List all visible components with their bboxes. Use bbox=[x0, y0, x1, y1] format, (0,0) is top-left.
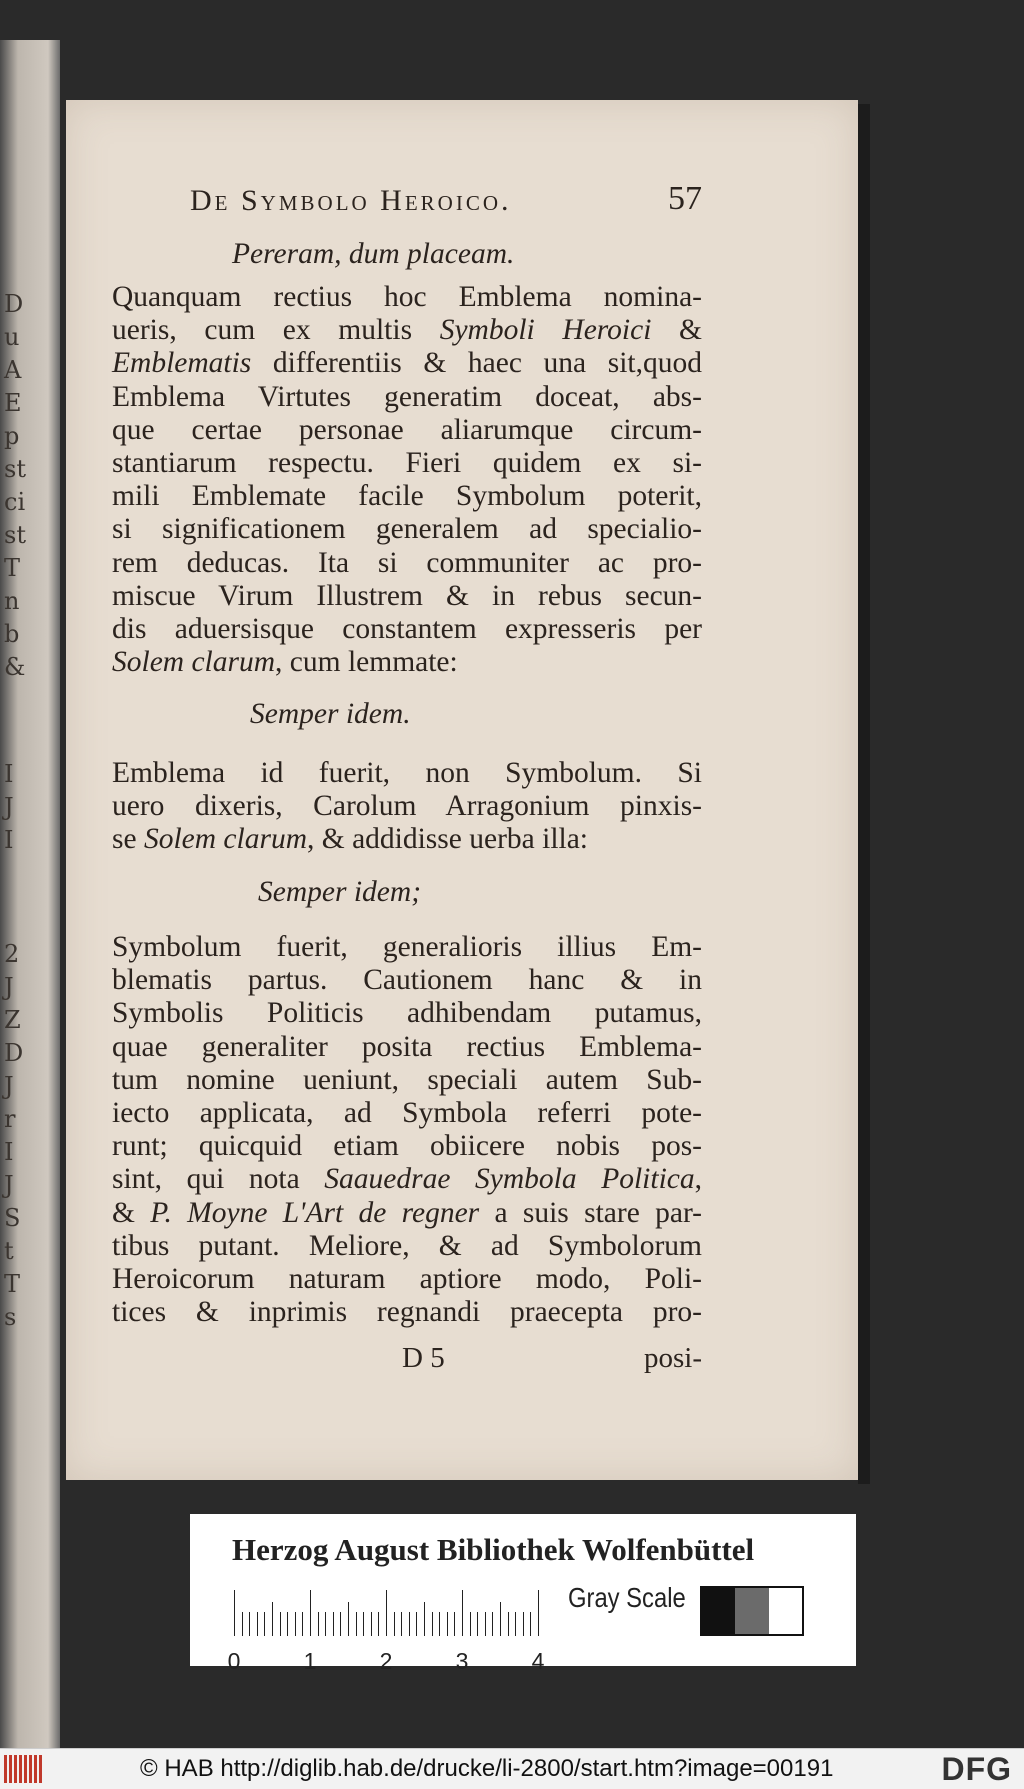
text-line: quae generaliter posita rectius Emblema- bbox=[112, 1030, 702, 1063]
ruler-tick bbox=[523, 1612, 524, 1636]
fragment-glyph: s bbox=[4, 1303, 17, 1331]
ruler-tick bbox=[394, 1612, 395, 1636]
text-line: Emblematis differentiis & haec una sit,quod bbox=[112, 347, 702, 380]
viewer-footer bbox=[0, 1748, 1024, 1789]
fragment-glyph: 2 bbox=[4, 940, 20, 968]
ruler-tick bbox=[249, 1612, 250, 1636]
text-line: dis aduersisque constantem expresseris per bbox=[112, 613, 702, 645]
text-line: sint, qui nota Saauedrae Symbola Politica, bbox=[112, 1163, 702, 1196]
ruler-tick bbox=[234, 1590, 235, 1636]
text-line: se Solem clarum, & addidisse uerba illa: bbox=[112, 823, 588, 856]
page-shadow bbox=[858, 104, 870, 1484]
text-line: Solem clarum, cum lemmate: bbox=[112, 646, 458, 679]
gray-swatch bbox=[702, 1588, 735, 1634]
text-line: Heroicorum naturam aptiore modo, Poli- bbox=[112, 1263, 702, 1295]
text-line: Quanquam rectius hoc Emblema nomina- bbox=[112, 281, 702, 313]
fragment-glyph: I bbox=[4, 826, 14, 854]
motto-3: Semper idem; bbox=[258, 876, 422, 908]
text-line: tices & inprimis regnandi praecepta pro- bbox=[112, 1296, 702, 1329]
ruler-tick bbox=[340, 1612, 341, 1636]
ruler-tick bbox=[485, 1612, 486, 1636]
ruler-tick bbox=[515, 1612, 516, 1636]
fragment-glyph: r bbox=[4, 1105, 16, 1133]
text-line: tibus putant. Meliore, & ad Symbolorum bbox=[112, 1229, 702, 1262]
ruler-tick bbox=[386, 1590, 387, 1636]
fragment-glyph: st bbox=[4, 521, 26, 549]
ruler-tick bbox=[363, 1612, 364, 1636]
ruler-tick bbox=[295, 1612, 296, 1636]
text-line: runt; quicquid etiam obiicere nobis pos- bbox=[112, 1130, 702, 1163]
text-line: tum nomine ueniunt, speciali autem Sub- bbox=[112, 1063, 702, 1096]
ruler-tick bbox=[318, 1612, 319, 1636]
fragment-glyph: I bbox=[4, 1138, 14, 1166]
fragment-glyph: E bbox=[4, 389, 22, 417]
text-line: rem deducas. Ita si communiter ac pro- bbox=[112, 546, 702, 579]
ruler-tick bbox=[325, 1612, 326, 1636]
ruler-label: 2 bbox=[379, 1648, 393, 1674]
ruler-tick bbox=[424, 1602, 425, 1636]
text-line: ueris, cum ex multis Symboli Heroici & bbox=[112, 314, 702, 347]
text-line: stantiarum respectu. Fieri quidem ex si- bbox=[112, 447, 702, 479]
page-number: 57 bbox=[668, 180, 702, 217]
ruler-tick bbox=[470, 1612, 471, 1636]
fragment-glyph: I bbox=[4, 760, 14, 788]
fragment-glyph: ci bbox=[4, 488, 26, 516]
fragment-glyph: st bbox=[4, 455, 26, 483]
fragment-glyph: u bbox=[4, 323, 20, 351]
fragment-glyph: J bbox=[4, 1171, 14, 1199]
ruler-tick bbox=[416, 1612, 417, 1636]
ruler-tick bbox=[530, 1612, 531, 1636]
ruler-tick bbox=[280, 1612, 281, 1636]
motto-1: Pereram, dum placeam. bbox=[232, 238, 515, 270]
ruler-tick bbox=[333, 1612, 334, 1636]
ruler-tick bbox=[508, 1612, 509, 1636]
adjacent-page-edge bbox=[0, 40, 60, 1750]
gray-swatch bbox=[769, 1588, 802, 1634]
ruler-tick bbox=[447, 1612, 448, 1636]
ruler-tick bbox=[500, 1602, 501, 1636]
ruler-tick bbox=[378, 1612, 379, 1636]
gray-scale-label: Gray Scale bbox=[568, 1582, 686, 1613]
ruler-label: 0 bbox=[227, 1648, 241, 1674]
dfg-logo: DFG bbox=[941, 1751, 1012, 1787]
ruler-tick bbox=[477, 1612, 478, 1636]
fragment-glyph: J bbox=[4, 793, 14, 821]
fragment-glyph: T bbox=[4, 554, 21, 582]
fragment-glyph: J bbox=[4, 1072, 14, 1100]
scale-ruler bbox=[227, 1586, 554, 1674]
fragment-glyph: b bbox=[4, 620, 20, 648]
text-line: que certae personae aliarumque circum- bbox=[112, 413, 702, 446]
motto-2: Semper idem. bbox=[250, 698, 411, 730]
ruler-tick bbox=[264, 1612, 265, 1636]
fragment-glyph: t bbox=[4, 1237, 14, 1265]
gray-swatch bbox=[735, 1588, 768, 1634]
text-line: Symbolis Politicis adhibendam putamus, bbox=[112, 997, 702, 1030]
fragment-glyph: D bbox=[4, 290, 24, 318]
text-line: Symbolum fuerit, generalioris illius Em- bbox=[112, 931, 702, 963]
catchword: posi- bbox=[644, 1342, 702, 1374]
ruler-tick bbox=[242, 1612, 243, 1636]
header-title: De Symbolo Heroico. bbox=[190, 184, 512, 217]
ruler-tick bbox=[462, 1590, 463, 1636]
ruler-tick bbox=[409, 1612, 410, 1636]
signature-mark: D 5 bbox=[402, 1342, 445, 1374]
ruler-tick bbox=[348, 1602, 349, 1636]
ruler-tick bbox=[439, 1612, 440, 1636]
ruler-tick bbox=[454, 1612, 455, 1636]
ruler-tick bbox=[356, 1612, 357, 1636]
hab-barcode-icon bbox=[4, 1755, 46, 1783]
ruler-tick bbox=[371, 1612, 372, 1636]
ruler-tick bbox=[257, 1612, 258, 1636]
fragment-glyph: n bbox=[4, 587, 20, 615]
fragment-glyph: S bbox=[4, 1204, 21, 1232]
library-name: Herzog August Bibliothek Wolfenbüttel bbox=[232, 1532, 755, 1567]
ruler-label: 3 bbox=[455, 1648, 469, 1674]
page-text bbox=[112, 0, 702, 1500]
text-line: & P. Moyne L'Art de regner a suis stare par- bbox=[112, 1196, 702, 1229]
fragment-glyph: J bbox=[4, 973, 14, 1001]
ruler-tick bbox=[401, 1612, 402, 1636]
ruler-tick bbox=[492, 1612, 493, 1636]
ruler-label: 1 bbox=[303, 1648, 317, 1674]
ruler-tick bbox=[272, 1602, 273, 1636]
text-line: iecto applicata, ad Symbola referri pote- bbox=[112, 1097, 702, 1129]
text-line: si significationem generalem ad specialio- bbox=[112, 513, 702, 546]
ruler-tick bbox=[432, 1612, 433, 1636]
text-line: miscue Virum Illustrem & in rebus secun- bbox=[112, 579, 702, 612]
text-line: uero dixeris, Carolum Arragonium pinxis- bbox=[112, 790, 702, 823]
text-line: mili Emblemate facile Symbolum poterit, bbox=[112, 480, 702, 513]
ruler-label: 4 bbox=[531, 1648, 545, 1674]
fragment-glyph: T bbox=[4, 1270, 21, 1298]
copyright-url[interactable]: © HAB http://diglib.hab.de/drucke/li-2800/start.htm?image=00191 bbox=[140, 1755, 834, 1782]
text-line: blematis partus. Cautionem hanc & in bbox=[112, 964, 702, 997]
ruler-tick bbox=[302, 1612, 303, 1636]
ruler-tick bbox=[287, 1612, 288, 1636]
fragment-glyph: A bbox=[4, 356, 22, 384]
ruler-tick bbox=[310, 1590, 311, 1636]
fragment-glyph: D bbox=[4, 1039, 24, 1067]
ruler-tick bbox=[538, 1590, 539, 1636]
text-line: Emblema Virtutes generatim doceat, abs- bbox=[112, 380, 702, 413]
fragment-glyph: Z bbox=[4, 1006, 21, 1034]
gray-scale-swatches bbox=[700, 1586, 804, 1636]
text-line: Emblema id fuerit, non Symbolum. Si bbox=[112, 757, 702, 789]
fragment-glyph: p bbox=[4, 422, 20, 450]
fragment-glyph: & bbox=[4, 653, 26, 681]
library-scale-card bbox=[190, 1514, 856, 1674]
